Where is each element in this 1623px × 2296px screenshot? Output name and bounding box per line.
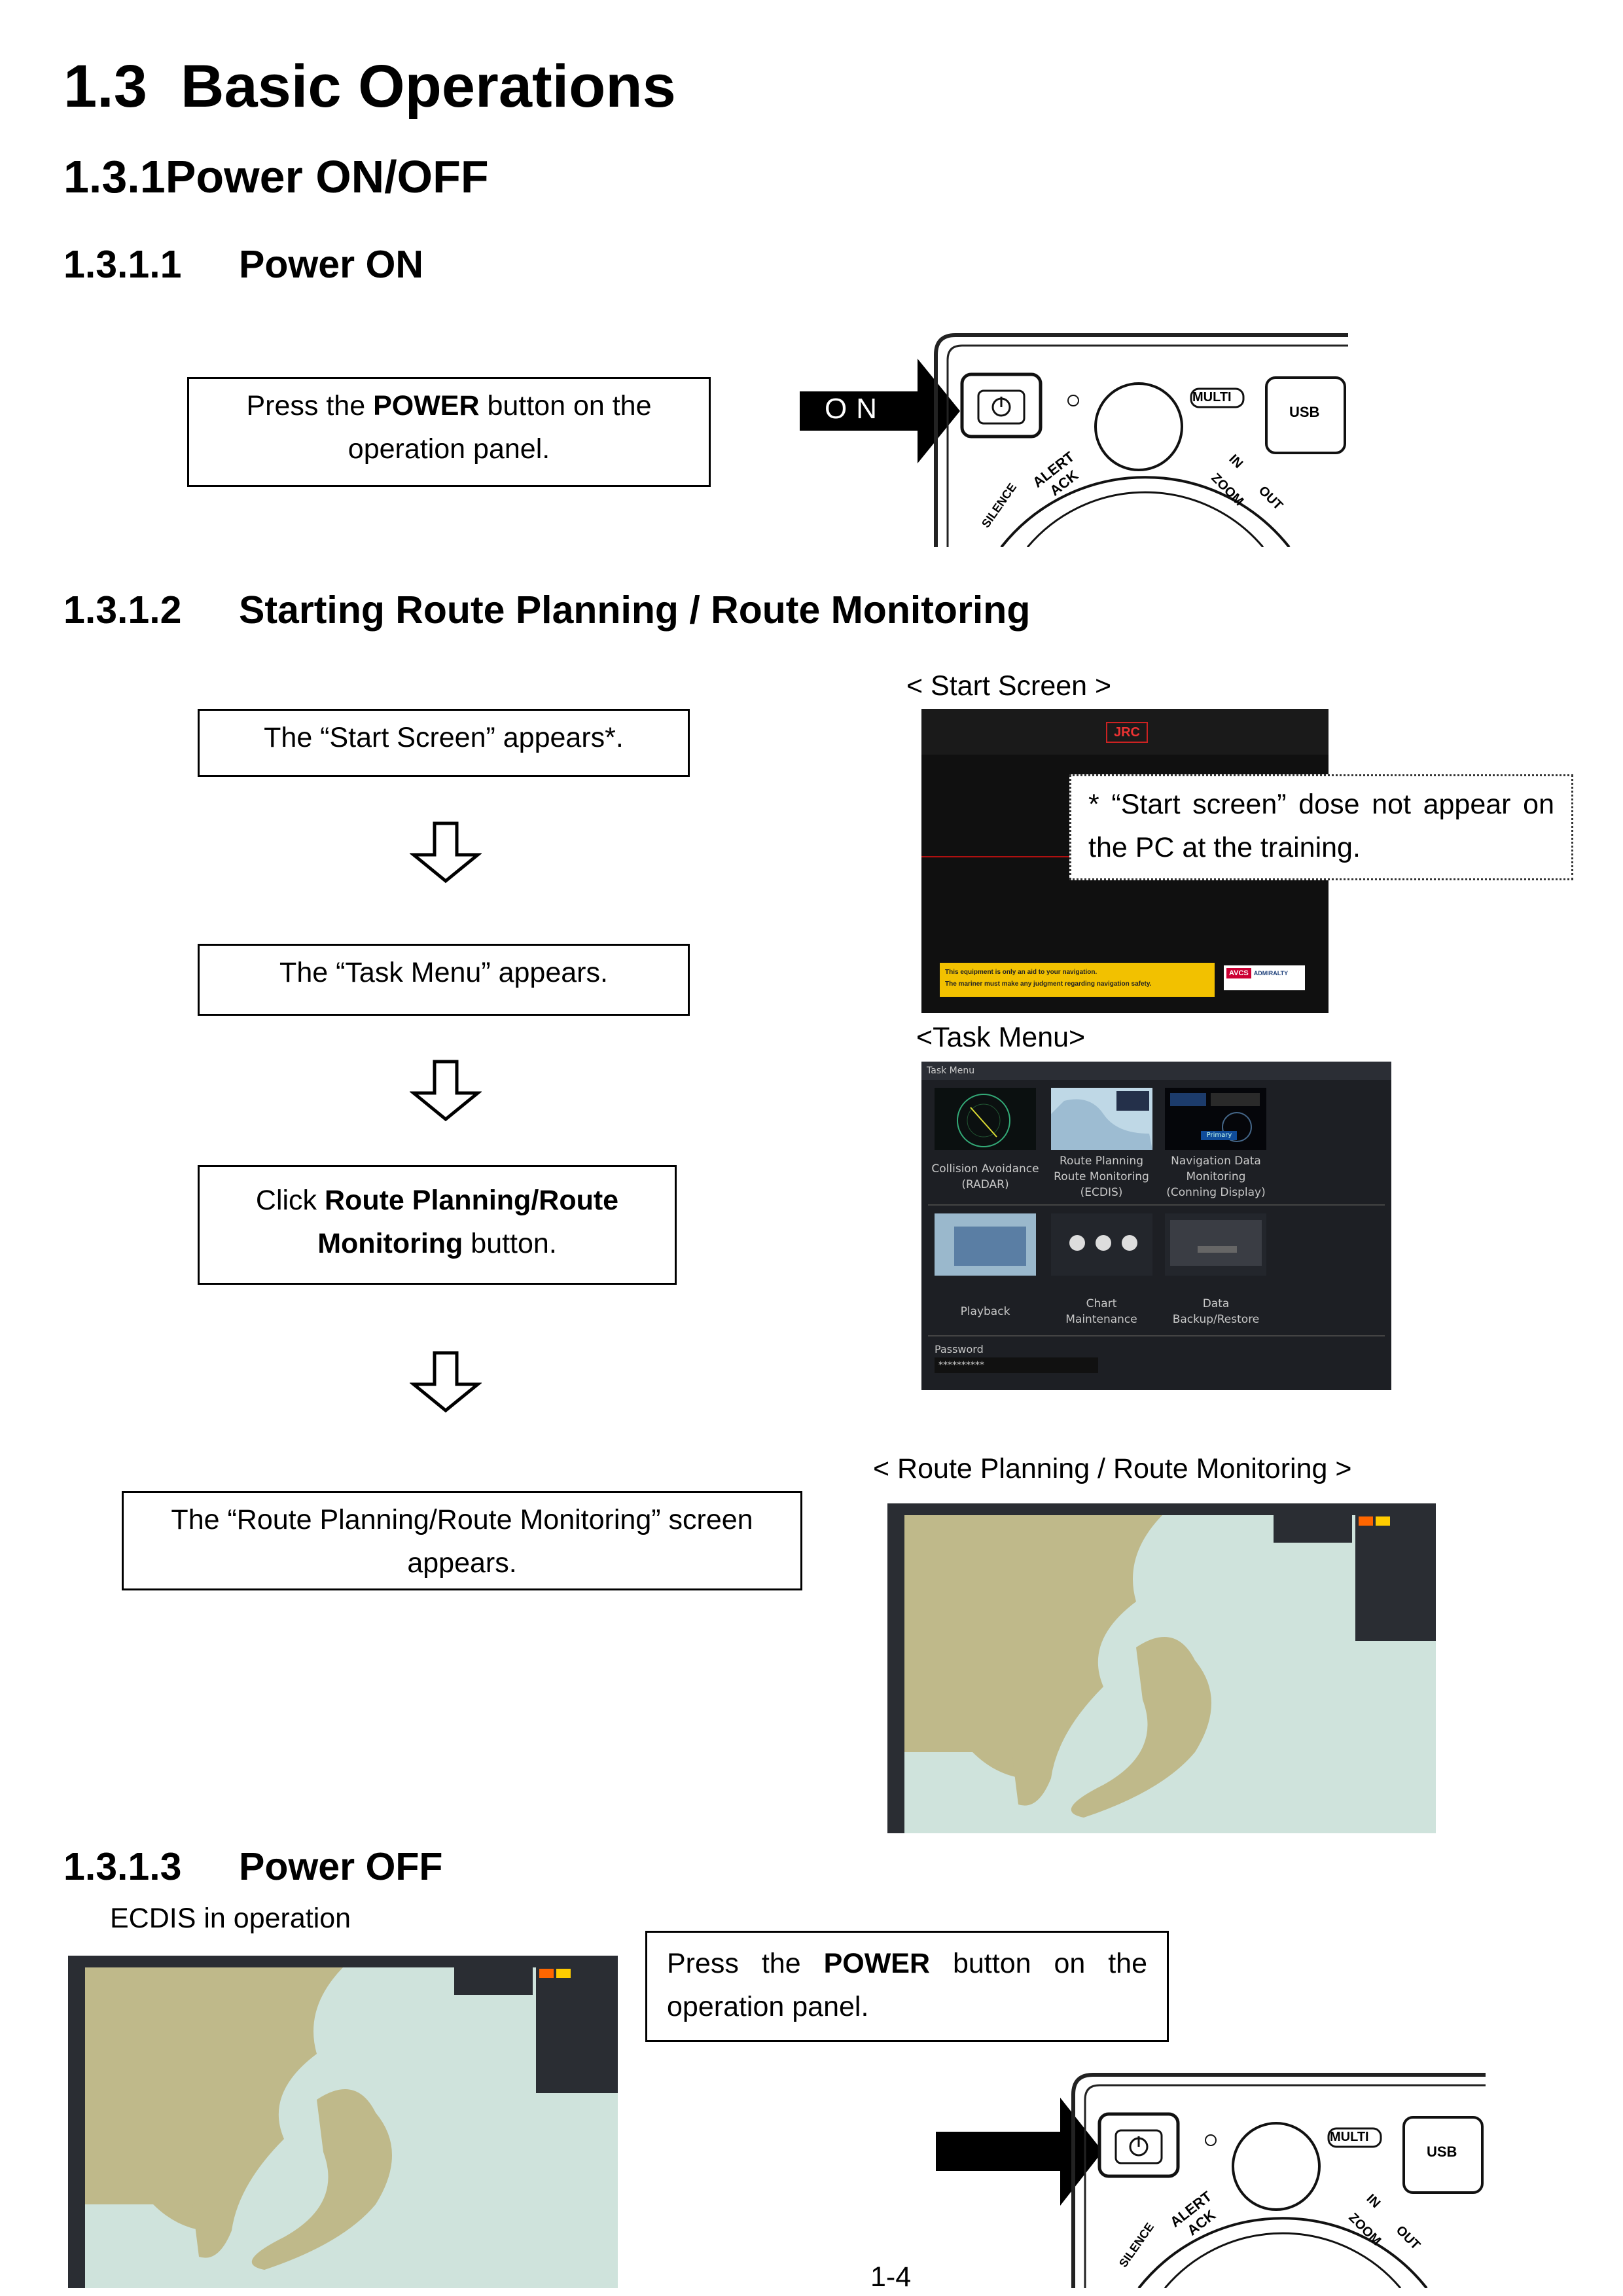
operation-panel-top bbox=[916, 329, 1361, 547]
task-menu-caption: <Task Menu> bbox=[916, 1022, 1086, 1053]
alert-ack-label: ALERT ACK bbox=[1029, 448, 1082, 499]
power-off-heading bbox=[63, 1844, 442, 1889]
page-number: 1-4 bbox=[870, 2261, 912, 2293]
step-route-text: The “Route Planning/Route Monitoring” screen appears. bbox=[171, 1504, 753, 1579]
task-item-ecdis[interactable]: Route Planning Route Monitoring (ECDIS) bbox=[1054, 1155, 1149, 1199]
down-arrow-3 bbox=[410, 1350, 482, 1413]
task-item-chart-maintenance[interactable]: Chart Maintenance bbox=[1065, 1297, 1137, 1326]
silence-label: SILENCE bbox=[979, 480, 1020, 530]
task-item-radar[interactable]: Collision Avoidance (RADAR) bbox=[931, 1162, 1039, 1191]
zoom-in-label: IN bbox=[1226, 452, 1246, 471]
alert-ack-label-2: ALERT ACK bbox=[1167, 2187, 1219, 2239]
multi-label: MULTI bbox=[1192, 390, 1232, 404]
warning-line-1: This equipment is only an aid to your navigation. bbox=[945, 969, 1097, 976]
section-heading bbox=[63, 52, 676, 121]
power-on-number: 1.3.1.1 bbox=[63, 243, 182, 286]
step-start-text: The “Start Screen” appears*. bbox=[264, 722, 624, 753]
start-warning bbox=[940, 963, 1215, 997]
power-off-number: 1.3.1.3 bbox=[63, 1845, 182, 1888]
silence-label-2: SILENCE bbox=[1116, 2220, 1157, 2270]
multi-label-2: MULTI bbox=[1330, 2130, 1369, 2144]
radar-thumb[interactable] bbox=[935, 1088, 1036, 1150]
backup-thumb[interactable] bbox=[1165, 1213, 1266, 1276]
step-start-screen bbox=[198, 709, 690, 777]
off-instruction-bold: POWER bbox=[823, 1948, 931, 1979]
zoom-label-2: ZOOM bbox=[1346, 2210, 1384, 2249]
usb-label-2: USB bbox=[1427, 2144, 1457, 2160]
starting-heading bbox=[63, 588, 1030, 632]
zoom-out-label-2: OUT bbox=[1393, 2223, 1423, 2253]
instruction-text: Press the bbox=[246, 390, 374, 422]
instruction-text-end: button on the operation panel. bbox=[348, 390, 652, 465]
start-screen-caption: < Start Screen > bbox=[906, 670, 1112, 702]
power-on-instruction bbox=[187, 377, 711, 487]
password-label: Password bbox=[935, 1343, 984, 1355]
step-click-text: Click bbox=[255, 1185, 325, 1216]
conning-thumb[interactable] bbox=[1165, 1088, 1266, 1150]
section-number: 1.3 bbox=[63, 53, 147, 120]
down-arrow-2 bbox=[410, 1059, 482, 1122]
zoom-in-label-2: IN bbox=[1363, 2191, 1383, 2211]
zoom-out-label: OUT bbox=[1255, 483, 1286, 513]
task-item-playback[interactable]: Playback bbox=[960, 1305, 1010, 1318]
primary-label: Primary bbox=[1206, 1132, 1232, 1139]
ecdis-operation-screen bbox=[68, 1956, 618, 2288]
start-screen-note bbox=[1069, 774, 1573, 880]
subsection-heading bbox=[63, 151, 489, 203]
instruction-bold: POWER bbox=[373, 390, 480, 422]
power-on-title: Power ON bbox=[239, 243, 423, 286]
step-click-route bbox=[198, 1165, 677, 1285]
step-route-screen bbox=[122, 1491, 802, 1590]
jrc-logo: JRC bbox=[1106, 722, 1148, 743]
task-menu-image bbox=[921, 1062, 1391, 1390]
off-instruction-text-end: button on the operation panel. bbox=[667, 1948, 1148, 2022]
usb-label: USB bbox=[1289, 404, 1320, 420]
power-on-heading bbox=[63, 242, 423, 287]
step-click-text-end: button. bbox=[463, 1228, 557, 1259]
on-label: ON bbox=[825, 393, 886, 425]
route-monitor-screen bbox=[887, 1503, 1436, 1833]
avcs-logo bbox=[1224, 965, 1305, 990]
note-text: * “Start screen” dose not appear on the PC at the training. bbox=[1088, 789, 1554, 863]
admiralty-text: ADMIRALTY bbox=[1253, 970, 1289, 977]
chart-maint-thumb[interactable] bbox=[1051, 1213, 1152, 1276]
step-task-menu bbox=[198, 944, 690, 1016]
avcs-text: AVCS bbox=[1226, 968, 1251, 978]
ecdis-thumb[interactable] bbox=[1051, 1088, 1152, 1150]
starting-number: 1.3.1.2 bbox=[63, 588, 182, 632]
off-instruction-text: Press the bbox=[667, 1948, 824, 1979]
starting-title: Starting Route Planning / Route Monitoring bbox=[239, 588, 1031, 632]
power-off-subcaption: ECDIS in operation bbox=[110, 1903, 351, 1934]
section-title: Basic Operations bbox=[181, 53, 676, 120]
subsection-title: Power ON/OFF bbox=[165, 151, 489, 202]
task-menu-title: Task Menu bbox=[921, 1062, 1391, 1080]
route-screen-caption: < Route Planning / Route Monitoring > bbox=[873, 1453, 1352, 1484]
power-off-instruction bbox=[645, 1931, 1169, 2042]
down-arrow-1 bbox=[410, 821, 482, 884]
password-field[interactable]: ********** bbox=[935, 1357, 1098, 1373]
task-item-backup[interactable]: Data Backup/Restore bbox=[1172, 1297, 1260, 1326]
warning-line-2: The mariner must make any judgment regarding navigation safety. bbox=[945, 980, 1152, 988]
zoom-label: ZOOM bbox=[1208, 471, 1247, 509]
task-item-conning[interactable]: Navigation Data Monitoring (Conning Display) bbox=[1166, 1155, 1266, 1199]
operation-panel-bottom bbox=[1054, 2068, 1499, 2288]
step-click-bold: Route Planning/Route Monitoring bbox=[317, 1185, 619, 1259]
subsection-number: 1.3.1 bbox=[63, 151, 166, 202]
playback-thumb[interactable] bbox=[935, 1213, 1036, 1276]
power-off-title: Power OFF bbox=[239, 1845, 443, 1888]
step-task-text: The “Task Menu” appears. bbox=[279, 957, 608, 988]
